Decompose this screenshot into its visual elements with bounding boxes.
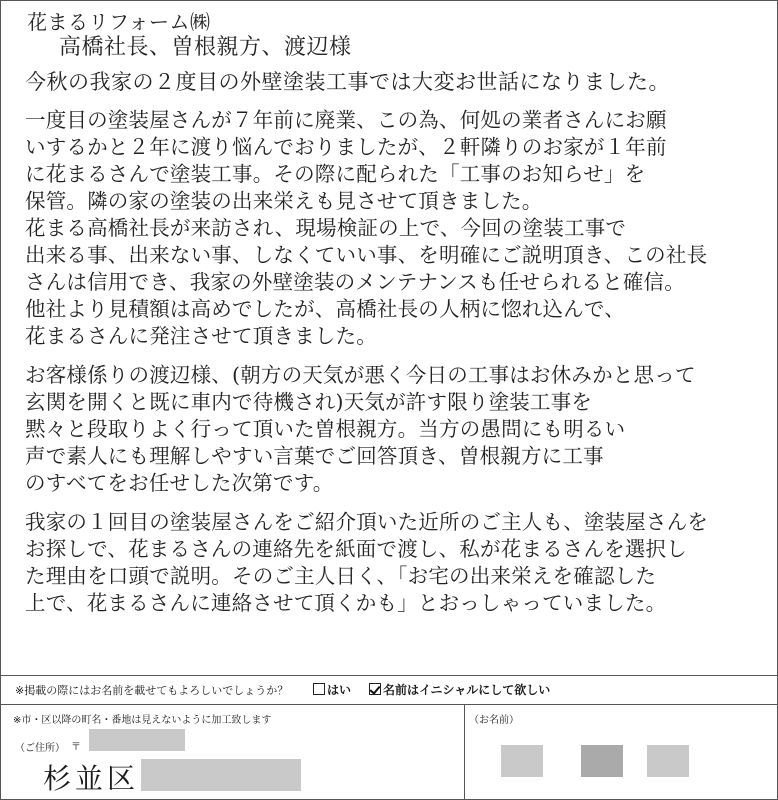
consent-question: ※掲載の際にはお名前を載せてもよろしいでしょうか？: [15, 684, 289, 697]
letter-line: 一度目の塗装屋さんが７年前に廃業、この為、何処の業者さんにお願: [25, 108, 667, 132]
yes-checkbox[interactable]: [313, 683, 325, 695]
paragraph-1: [25, 107, 769, 215]
paragraph-2: [25, 215, 769, 350]
name-redaction: [501, 745, 543, 777]
initials-checkbox[interactable]: [369, 683, 381, 695]
address-label: （ご住所）: [15, 743, 65, 754]
letter-line: 黙々と段取りよく行って頂いた曽根親方。当方の愚問にも明るい: [25, 417, 626, 441]
letter-line: 玄関を開くと既に車内で待機され)天気が許す限り塗装工事を: [25, 390, 593, 414]
letter-line: 保管。隣の家の塗装の出来栄えも見させて頂きました。: [25, 189, 543, 213]
postal-redaction: [89, 729, 185, 751]
option-yes[interactable]: [313, 681, 351, 699]
name-label: （お名前）: [469, 715, 519, 726]
paragraph-4: [25, 509, 769, 617]
letter-line: 我家の１回目の塗装屋さんをご紹介頂いた近所のご主人も、塗装屋さんを: [25, 510, 709, 534]
company-name: 花まるリフォーム㈱: [27, 10, 211, 34]
paragraph-3: [25, 362, 769, 497]
postal-mark: 〒: [71, 742, 81, 753]
letter-line: のすべてをお任せした次第です。: [25, 471, 334, 495]
name-redaction: [647, 745, 689, 777]
letter-line: た理由を口頭で説明。そのご主人日く、「お宅の出来栄えを確認した: [25, 564, 657, 588]
form-divider: [1, 675, 777, 676]
letter-line: 上で、花まるさんに連絡させて頂くかも」とおっしゃっていました。: [25, 591, 667, 615]
column-divider: [464, 704, 465, 799]
letter-line: お客様係りの渡辺様、(朝方の天気が悪く今日の工事はお休みかと思って: [25, 363, 696, 387]
address-redaction: [141, 759, 301, 791]
letter-line: さんは信用でき、我家の外壁塗装のメンテナンスも任せられると確信。: [25, 270, 685, 294]
option-initials-label: 名前はイニシャルにして欲しい: [383, 683, 551, 697]
letter-line: 他社より見積額は高めでしたが、高橋社長の人柄に惚れ込んで、: [25, 297, 625, 321]
letter-line: に花まるさんで塗装工事。その際に配られた「工事のお知らせ」を: [25, 162, 646, 186]
letter-line: お探しで、花まるさんの連絡先を紙面で渡し、私が花まるさんを選択し: [25, 537, 687, 561]
option-initials[interactable]: [369, 681, 550, 699]
form-divider: [1, 704, 777, 705]
letter-line: 声で素人にも理解しやすい言葉でご回答頂き、曽根親方に工事: [25, 444, 604, 468]
option-yes-label: はい: [327, 683, 352, 697]
letter-line: 花まる高橋社長が来訪され、現場検証の上で、今回の塗装工事で: [25, 216, 627, 240]
recipients: 高橋社長、曽根親方、渡辺様: [59, 35, 352, 60]
letter-line: いするかと２年に渡り悩んでおりましたが、２軒隣りのお家が１年前: [25, 135, 667, 159]
letter-line: 出来る事、出来ない事、しなくていい事、を明確にご説明頂き、この社長: [25, 243, 708, 267]
name-redaction: [581, 745, 623, 777]
letter-line: 花まるさんに発注させて頂きました。: [25, 324, 377, 348]
handwritten-letter: [25, 9, 769, 617]
opening-line: 今秋の我家の２度目の外壁塗装工事では大変お世話になりました。: [25, 70, 670, 94]
address-note: ※市・区以降の町名・番地は見えないように加工致します: [13, 715, 272, 726]
ward-name: 杉並区: [43, 762, 140, 795]
